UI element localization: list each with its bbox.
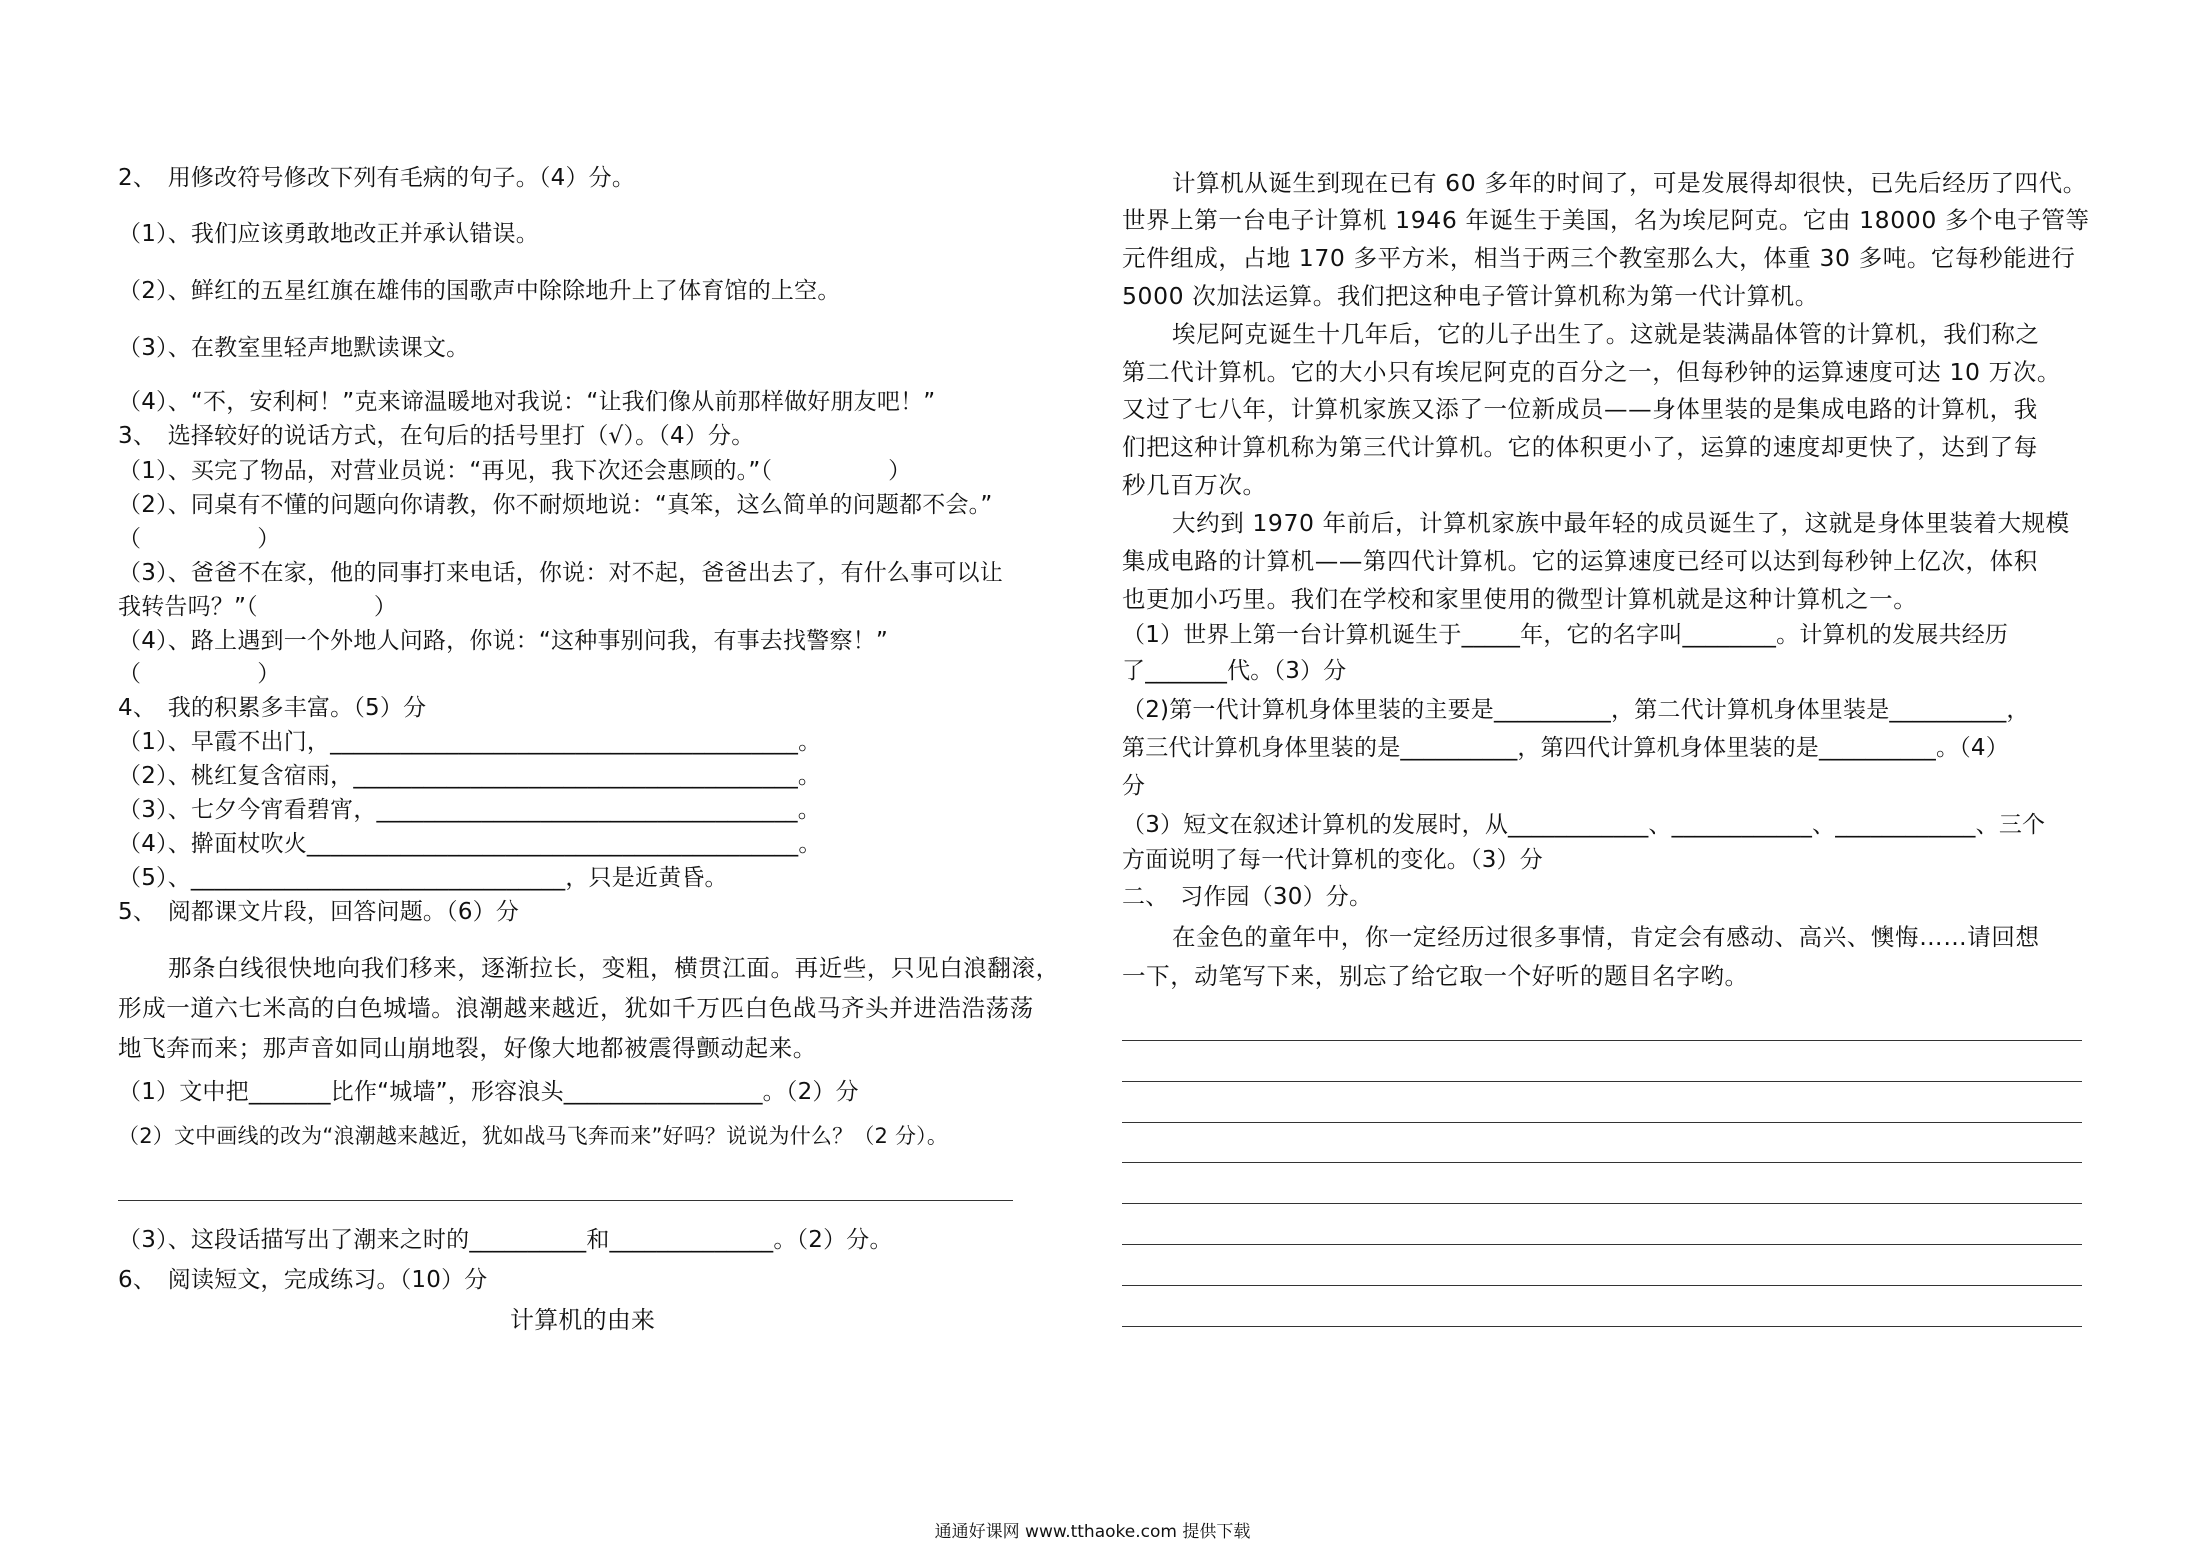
article-paragraph-2-line-2: 第二代计算机。它的大小只有埃尼阿克的百分之一，但每秒钟的运算速度可达 10 万次。 [1122, 358, 2061, 386]
article-question-1-line-2: 了_______代。（3）分 [1122, 658, 1347, 684]
question-6-title: 6、 阅读短文，完成练习。（10）分 [118, 1267, 488, 1293]
question-3-line-4: （3）、爸爸不在家，他的同事打来电话，你说：对不起，爸爸出去了，有什么事可以让 [118, 560, 1003, 586]
article-paragraph-2-line-1: 埃尼阿克诞生十几年后，它的儿子出生了。这就是装满晶体管的计算机，我们称之 [1172, 320, 2040, 348]
question-2-item-1: （1）、我们应该勇敢地改正并承认错误。 [118, 221, 539, 247]
question-3-line-5: 我转告吗？”（ ） [118, 594, 398, 620]
question-2-item-3: （3）、在教室里轻声地默读课文。 [118, 335, 470, 361]
question-5-passage-2: 形成一道六七米高的白色城墙。浪潮越来越近，犹如千万匹白色战马齐头并进浩浩荡荡 [118, 994, 1034, 1022]
article-paragraph-2-line-4: 们把这种计算机称为第三代计算机。它的体积更小了，运算的速度却更快了，达到了每 [1122, 433, 2038, 461]
article-paragraph-1-line-4: 5000 次加法运算。我们把这种电子管计算机称为第一代计算机。 [1122, 282, 1819, 310]
question-2-item-4: （4）、“不，安利柯！”克来谛温暖地对我说：“让我们像从前那样做好朋友吧！” [118, 389, 936, 415]
question-4-item-4: （4）、擀面杖吹火__________________________________________。 [118, 831, 822, 857]
composition-line[interactable] [1122, 1326, 2082, 1327]
composition-prompt-line-2: 一下，动笔写下来，别忘了给它取一个好听的题目名字哟。 [1122, 962, 1749, 990]
composition-line[interactable] [1122, 1122, 2082, 1123]
question-2-title: 2、 用修改符号修改下列有毛病的句子。（4）分。 [118, 165, 636, 191]
article-paragraph-2-line-5: 秒几百万次。 [1122, 471, 1267, 499]
answer-line[interactable] [118, 1200, 1013, 1201]
article-paragraph-3-line-3: 也更加小巧里。我们在学校和家里使用的微型计算机就是这种计算机之一。 [1122, 585, 1918, 613]
question-5-sub-2: （2）文中画线的改为“浪潮越来越近，犹如战马飞奔而来”好吗？说说为什么？（2 分）。 [118, 1124, 949, 1148]
article-question-2-line-2: 第三代计算机身体里装的是__________，第四代计算机身体里装的是__________。（4） [1122, 735, 2009, 761]
article-paragraph-3-line-1: 大约到 1970 年前后，计算机家族中最年轻的成员诞生了，这就是身体里装着大规模 [1172, 509, 2070, 537]
question-4-item-2: （2）、桃红复含宿雨，______________________________________。 [118, 763, 822, 789]
page-footer: 通通好课网 www.tthaoke.com 提供下载 [934, 1522, 1251, 1542]
article-question-1-line-1: （1）世界上第一台计算机诞生于_____年，它的名字叫________。计算机的发展共经历 [1122, 622, 2009, 648]
article-paragraph-1-line-2: 世界上第一台电子计算机 1946 年诞生于美国，名为埃尼阿克。它由 18000 多个电子管等 [1122, 206, 2090, 234]
article-paragraph-3-line-2: 集成电路的计算机——第四代计算机。它的运算速度已经可以达到每秒钟上亿次，体积 [1122, 547, 2038, 575]
question-5-title: 5、 阅都课文片段，回答问题。（6）分 [118, 899, 520, 925]
composition-line[interactable] [1122, 1040, 2082, 1041]
composition-prompt-line-1: 在金色的童年中，你一定经历过很多事情，肯定会有感动、高兴、懊悔……请回想 [1172, 923, 2040, 951]
composition-line[interactable] [1122, 1285, 2082, 1286]
article-paragraph-2-line-3: 又过了七八年，计算机家族又添了一位新成员——身体里装的是集成电路的计算机，我 [1122, 395, 2038, 423]
question-4-item-5: （5）、________________________________，只是近黄昏。 [118, 865, 728, 891]
article-question-3-line-2: 方面说明了每一代计算机的变化。（3）分 [1122, 847, 1543, 873]
article-question-2-line-3: 分 [1122, 773, 1146, 799]
article-paragraph-1-line-3: 元件组成，占地 170 多平方米，相当于两三个教室那么大，体重 30 多吨。它每秒能进行 [1122, 244, 2076, 272]
composition-line[interactable] [1122, 1203, 2082, 1204]
question-3-line-6: （4）、路上遇到一个外地人问路，你说：“这种事别问我，有事去找警察！” [118, 628, 888, 654]
article-title: 计算机的由来 [510, 1306, 656, 1334]
question-5-sub-1: （1）文中把_______比作“城墙”，形容浪头_________________。（2）分 [118, 1079, 859, 1105]
question-5-passage-3: 地飞奔而来；那声音如同山崩地裂，好像大地都被震得颤动起来。 [118, 1034, 817, 1062]
composition-line[interactable] [1122, 1244, 2082, 1245]
question-5-passage-1: 那条白线很快地向我们移来，逐渐拉长，变粗，横贯江面。再近些，只见白浪翻滚， [168, 954, 1060, 982]
article-question-3-line-1: （3）短文在叙述计算机的发展时，从____________、____________、____________、三个 [1122, 812, 2046, 838]
question-5-sub-3: （3）、这段话描写出了潮来之时的__________和______________。（2）分。 [118, 1227, 893, 1253]
composition-line[interactable] [1122, 1081, 2082, 1082]
question-3-line-3: （ ） [118, 526, 281, 552]
question-4-item-3: （3）、七夕今宵看碧宵，____________________________________。 [118, 797, 821, 823]
question-3-line-2: （2）、同桌有不懂的问题向你请教，你不耐烦地说：“真笨，这么简单的问题都不会。” [118, 492, 993, 518]
composition-line[interactable] [1122, 1162, 2082, 1163]
question-4-title: 4、 我的积累多丰富。（5）分 [118, 695, 427, 721]
article-question-2-line-1: （2)第一代计算机身体里装的主要是__________，第二代计算机身体里装是__________， [1122, 697, 2030, 723]
question-2-item-2: （2）、鲜红的五星红旗在雄伟的国歌声中除除地升上了体育馆的上空。 [118, 278, 841, 304]
section-2-title: 二、 习作园（30）分。 [1122, 884, 1373, 910]
question-3-line-1: （1）、买完了物品，对营业员说：“再见，我下次还会惠顾的。”（ ） [118, 458, 912, 484]
question-3-title: 3、 选择较好的说话方式，在句后的括号里打（√）。（4）分。 [118, 423, 755, 449]
question-3-line-7: （ ） [118, 661, 281, 687]
article-paragraph-1-line-1: 计算机从诞生到现在已有 60 多年的时间了，可是发展得却很快，已先后经历了四代。 [1172, 169, 2087, 197]
question-4-item-1: （1）、早霞不出门，________________________________________。 [118, 729, 822, 755]
